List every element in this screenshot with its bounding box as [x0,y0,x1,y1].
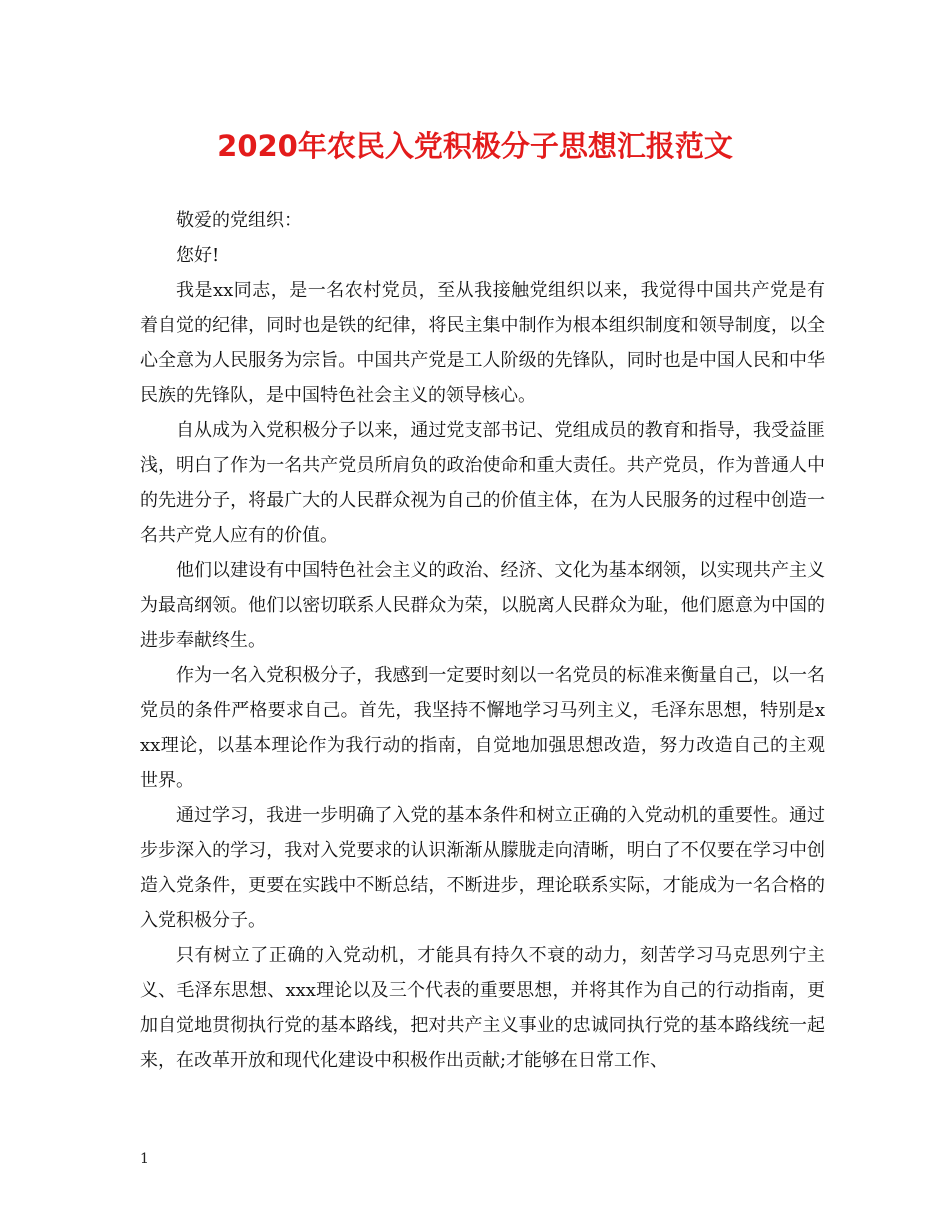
greeting-line: 敬爱的党组织： [176,210,302,231]
body-paragraph-2: 自从成为入党积极分子以来，通过党支部书记、党组成员的教育和指导，我受益匪浅，明白了作为一名共产党员所肩负的政治使命和重大责任。共产党员，作为普通人中的先进分子，将最广大的人民群众视为自己的价值主体，在为人民服务的过程中创造一名共产党人应有的价值。 [140,420,825,546]
page-number: 1 [140,1151,149,1167]
document-title: 2020年农民入党积极分子思想汇报范文 [217,129,733,163]
salutation-line: 您好! [176,245,220,266]
body-paragraph-4: 作为一名入党积极分子，我感到一定要时刻以一名党员的标准来衡量自己，以一名党员的条件严格要求自己。首先，我坚持不懈地学习马列主义，毛泽东思想，特别是xxx理论，以基本理论作为我行动的指南，自觉地加强思想改造，努力改造自己的主观世界。 [140,665,825,791]
body-paragraph-5: 通过学习，我进一步明确了入党的基本条件和树立正确的入党动机的重要性。通过步步深入的学习，我对入党要求的认识渐渐从朦胧走向清晰，明白了不仅要在学习中创造入党条件，更要在实践中不断总结，不断进步，理论联系实际，才能成为一名合格的入党积极分子。 [140,805,825,931]
body-paragraph-6: 只有树立了正确的入党动机，才能具有持久不衰的动力，刻苦学习马克思列宁主义、毛泽东思想、xxx理论以及三个代表的重要思想，并将其作为自己的行动指南，更加自觉地贯彻执行党的基本路线，把对共产主义事业的忠诚同执行党的基本路线统一起来，在改革开放和现代化建设中积极作出贡献;才能够在日常工作、 [140,945,825,1071]
body-paragraph-3: 他们以建设有中国特色社会主义的政治、经济、文化为基本纲领，以实现共产主义为最高纲领。他们以密切联系人民群众为荣，以脱离人民群众为耻，他们愿意为中国的进步奉献终生。 [140,560,825,651]
document-body [140,203,825,1078]
body-paragraph-1: 我是xx同志，是一名农村党员，至从我接触党组织以来，我觉得中国共产党是有着自觉的纪律，同时也是铁的纪律，将民主集中制作为根本组织制度和领导制度，以全心全意为人民服务为宗旨。中国共产党是工人阶级的先锋队，同时也是中国人民和中华民族的先锋队，是中国特色社会主义的领导核心。 [140,280,825,406]
